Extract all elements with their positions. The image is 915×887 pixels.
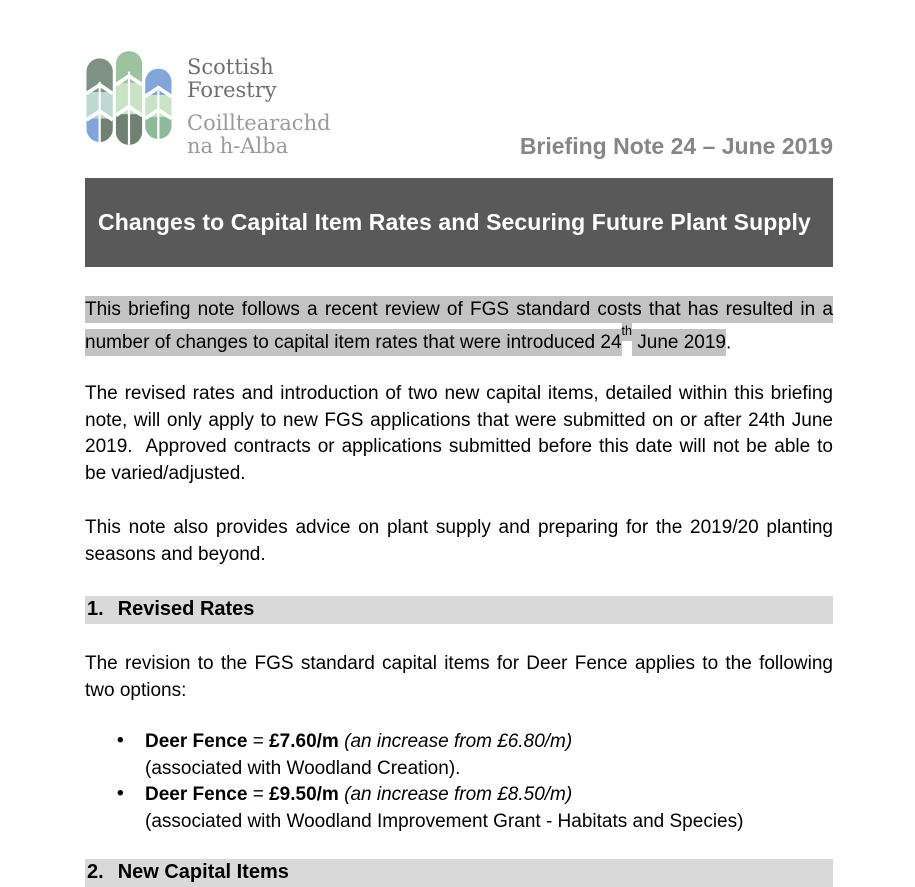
rate-equals: = xyxy=(247,784,270,806)
document-header xyxy=(85,0,833,160)
trailing-period: . xyxy=(726,331,732,353)
logo-org-name-line1: Scottish xyxy=(187,55,274,79)
section-title: New Capital Items xyxy=(117,861,289,884)
document-title: Changes to Capital Item Rates and Securing Future Plant Supply xyxy=(98,209,811,235)
section-header-new-capital-items xyxy=(85,859,833,887)
plant-supply-paragraph: This note also provides advice on plant supply and preparing for the 2019/20 planting seasons and beyond. xyxy=(85,517,833,565)
rate-item-name: Deer Fence xyxy=(145,731,248,753)
rate-association: (associated with Woodland Creation). xyxy=(145,757,461,779)
logo-org-name xyxy=(187,56,331,102)
highlighted-text: This briefing note follows a recent review of FGS standard costs that has resulted in a number of changes to capital item rates that were introduced 24 xyxy=(85,296,833,356)
leaf-logo-icon xyxy=(85,36,173,160)
logo-gaelic-name xyxy=(187,112,331,158)
section-number: 1. xyxy=(87,598,104,621)
logo-text xyxy=(187,36,331,158)
logo-org-name-line2: Forestry xyxy=(187,78,277,102)
section-number: 2. xyxy=(87,861,104,884)
rate-increase-note: (an increase from £8.50/m) xyxy=(338,784,573,806)
logo-gaelic-line2: na h-Alba xyxy=(187,134,289,158)
briefing-note-label: Briefing Note 24 – June 2019 xyxy=(519,133,833,159)
rate-value: £7.60/m xyxy=(269,731,339,753)
intro-paragraph xyxy=(85,297,833,356)
rate-increase-note: (an increase from £6.80/m) xyxy=(338,731,573,753)
rate-line xyxy=(145,729,833,756)
document-title-bar xyxy=(85,178,833,267)
section-header-revised-rates xyxy=(85,596,833,624)
superscript-th: th xyxy=(622,321,632,341)
rate-equals: = xyxy=(247,731,270,753)
rate-line xyxy=(145,782,833,809)
deer-fence-rates-list xyxy=(85,729,833,835)
list-item xyxy=(85,729,833,782)
deer-fence-intro-paragraph: The revision to the FGS standard capital items for Deer Fence applies to the following two options: xyxy=(85,653,833,701)
rate-item-name: Deer Fence xyxy=(145,784,248,806)
bullet-icon: • xyxy=(117,730,124,752)
bullet-icon: • xyxy=(117,783,124,805)
section-title: Revised Rates xyxy=(117,598,255,621)
scottish-forestry-logo xyxy=(85,36,331,160)
list-item xyxy=(85,782,833,835)
rate-association: (associated with Woodland Improvement Grant - Habitats and Species) xyxy=(145,810,744,832)
revised-rates-intro-paragraph: The revised rates and introduction of two new capital items, detailed within this briefing note, will only apply to new FGS applications that were submitted on or after 24th June 2019. Approved contracts or applications submitted before this date will not be able to be varied/adjusted. xyxy=(85,383,833,484)
highlighted-text-end: June 2019 xyxy=(632,329,726,356)
logo-gaelic-line1: Coilltearachd xyxy=(187,111,331,135)
rate-value: £9.50/m xyxy=(269,784,339,806)
